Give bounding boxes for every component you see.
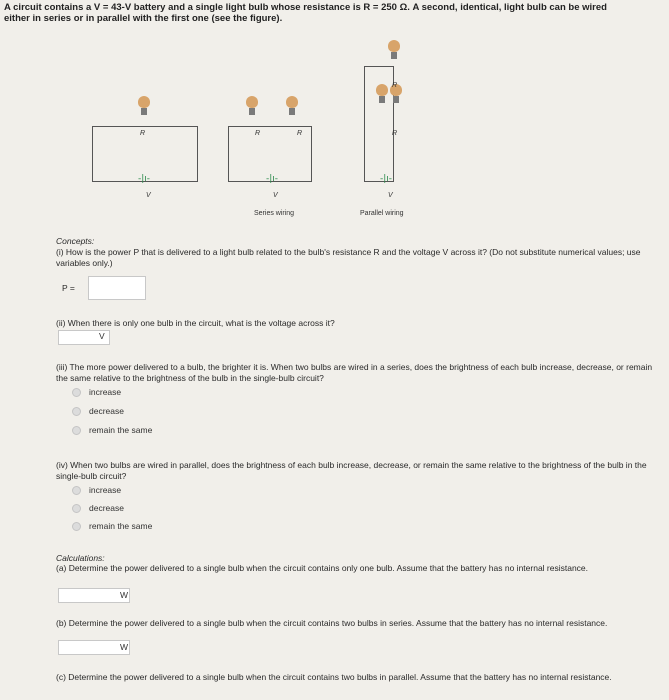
concepts-question-2: (ii) When there is only one bulb in the circuit, what is the voltage across it? (56, 318, 335, 328)
q4-option-label: remain the same (89, 521, 153, 531)
q4-option-label: decrease (89, 503, 124, 513)
concepts-question-3: (iii) The more power delivered to a bulb, the brighter it is. When two bulbs are wired in a series, does the brightness of each bulb increase, decrease, or remain the same relative to the brightness of the bulb in the single-bulb circuit? (56, 362, 653, 383)
calc-question-c: (c) Determine the power delivered to a single bulb when the circuit contains two bulbs in parallel. Assume that the battery has no internal resistance. (56, 672, 612, 682)
parallel-bulb-top-icon (388, 40, 400, 59)
parallel-battery-icon: ‑|ı‑ (380, 174, 393, 184)
parallel-bulb-mid-icon (376, 84, 388, 103)
single-voltage-label: V (146, 192, 151, 199)
parallel-resistor-label-2: R (392, 130, 398, 137)
problem-line-2: either in series or in parallel with the first one (see the figure). (4, 13, 283, 24)
concepts-question-4: (iv) When two bulbs are wired in parallel, does the brightness of each bulb increase, decrease, or remain the same relative to the brightness of the bulb in the single-bulb circuit? (56, 460, 647, 481)
radio-icon[interactable] (72, 426, 81, 435)
problem-line-1: A circuit contains a V = 43-V battery and a single light bulb whose resistance is R = 250 Ω. A second, identical, light bulb can be wired (4, 2, 607, 13)
q3-option-label: increase (89, 387, 122, 397)
problem-statement (4, 2, 664, 24)
radio-icon[interactable] (72, 504, 81, 513)
series-resistor-label-2: R (297, 130, 303, 137)
radio-icon[interactable] (72, 407, 81, 416)
circuit-figure (90, 38, 430, 228)
calc-question-b: (b) Determine the power delivered to a single bulb when the circuit contains two bulbs in series. Assume that the battery has no internal resistance. (56, 618, 608, 628)
q3-option-label: decrease (89, 406, 124, 416)
concepts-question-1: (i) How is the power P that is delivered to a light bulb related to the bulb's resistance R and the voltage V across it? (Do not substitute numerical values; use variables only.) (56, 247, 641, 268)
single-bulb-icon (138, 96, 150, 115)
parallel-resistor-label-1: R (392, 82, 398, 89)
power-formula-input[interactable] (88, 276, 146, 300)
q4-option-remain[interactable] (72, 521, 152, 531)
q3-option-decrease[interactable] (72, 406, 124, 416)
q4-option-decrease[interactable] (72, 503, 124, 513)
q3-option-label: remain the same (89, 425, 153, 435)
power-single-unit: W (120, 590, 129, 600)
series-bulb-1-icon (246, 96, 258, 115)
series-battery-icon: ‑|ı‑ (266, 174, 279, 184)
q4-option-label: increase (89, 485, 122, 495)
parallel-caption: Parallel wiring (360, 210, 404, 217)
power-series-unit: W (120, 642, 129, 652)
single-resistor-label: R (140, 130, 146, 137)
concepts-heading: Concepts: (56, 236, 95, 246)
radio-icon[interactable] (72, 486, 81, 495)
series-bulb-2-icon (286, 96, 298, 115)
voltage-unit: V (99, 331, 105, 341)
radio-icon[interactable] (72, 522, 81, 531)
calc-question-a: (a) Determine the power delivered to a single bulb when the circuit contains only one bulb. Assume that the battery has no internal resistance. (56, 563, 589, 573)
parallel-voltage-label: V (388, 192, 393, 199)
q3-option-remain[interactable] (72, 425, 152, 435)
series-voltage-label: V (273, 192, 278, 199)
q4-option-increase[interactable] (72, 485, 121, 495)
series-resistor-label-1: R (255, 130, 261, 137)
q3-option-increase[interactable] (72, 387, 121, 397)
single-battery-icon: ‑|ı‑ (138, 174, 151, 184)
radio-icon[interactable] (72, 388, 81, 397)
q1-prefix: P = (62, 283, 75, 293)
series-caption: Series wiring (254, 210, 295, 217)
calculations-heading: Calculations: (56, 553, 105, 563)
